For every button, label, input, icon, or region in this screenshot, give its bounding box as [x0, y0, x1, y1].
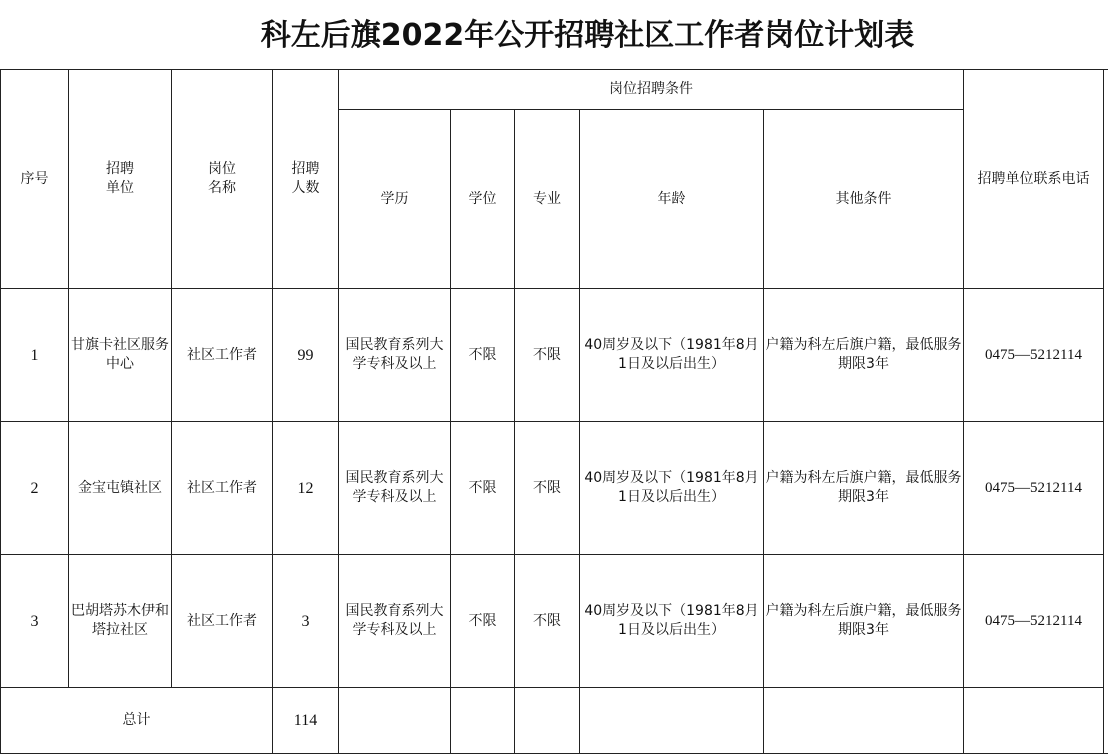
row-seq: 2 — [1, 422, 69, 555]
row-other: 户籍为科左后旗户籍，最低服务期限3年 — [764, 422, 964, 555]
header-count — [273, 70, 339, 289]
row-seq: 3 — [1, 555, 69, 688]
row-count: 99 — [273, 289, 339, 422]
row-post: 社区工作者 — [172, 422, 273, 555]
row-count: 12 — [273, 422, 339, 555]
row-education: 国民教育系列大学专科及以上 — [339, 422, 451, 555]
header-conditions: 岗位招聘条件 — [339, 70, 964, 110]
row-degree: 不限 — [451, 555, 515, 688]
row-unit: 甘旗卡社区服务中心 — [69, 289, 172, 422]
header-education: 学历 — [339, 110, 451, 289]
header-post-text: 岗位 名称 — [208, 161, 236, 196]
header-major: 专业 — [515, 110, 580, 289]
row-seq: 1 — [1, 289, 69, 422]
header-seq: 序号 — [1, 70, 69, 289]
total-empty-cell — [515, 688, 580, 754]
header-other: 其他条件 — [764, 110, 964, 289]
total-label: 总计 — [1, 688, 273, 754]
header-phone: 招聘单位联系电话 — [964, 70, 1104, 289]
table-row — [1, 422, 1108, 555]
row-age: 40周岁及以下（1981年8月1日及以后出生） — [580, 289, 764, 422]
header-unit — [69, 70, 172, 289]
recruitment-plan-table — [0, 69, 1108, 754]
header-age: 年龄 — [580, 110, 764, 289]
row-major: 不限 — [515, 422, 580, 555]
total-row — [1, 688, 1108, 754]
row-degree: 不限 — [451, 422, 515, 555]
row-age: 40周岁及以下（1981年8月1日及以后出生） — [580, 555, 764, 688]
row-major: 不限 — [515, 555, 580, 688]
total-empty-cell — [339, 688, 451, 754]
row-post: 社区工作者 — [172, 555, 273, 688]
row-post: 社区工作者 — [172, 289, 273, 422]
header-count-text: 招聘 人数 — [291, 161, 320, 196]
right-edge-cell — [1104, 70, 1108, 754]
total-count: 114 — [273, 688, 339, 754]
header-degree: 学位 — [451, 110, 515, 289]
row-major: 不限 — [515, 289, 580, 422]
page-title: 科左后旗2022年公开招聘社区工作者岗位计划表 — [260, 18, 915, 53]
table-row — [1, 555, 1108, 688]
total-empty-cell — [764, 688, 964, 754]
row-education: 国民教育系列大学专科及以上 — [339, 289, 451, 422]
row-count: 3 — [273, 555, 339, 688]
row-age: 40周岁及以下（1981年8月1日及以后出生） — [580, 422, 764, 555]
row-unit: 巴胡塔苏木伊和塔拉社区 — [69, 555, 172, 688]
row-education: 国民教育系列大学专科及以上 — [339, 555, 451, 688]
row-phone: 0475—5212114 — [964, 422, 1104, 555]
row-phone: 0475—5212114 — [964, 289, 1104, 422]
row-unit: 金宝屯镇社区 — [69, 422, 172, 555]
header-post — [172, 70, 273, 289]
row-degree: 不限 — [451, 289, 515, 422]
row-phone: 0475—5212114 — [964, 555, 1104, 688]
row-other: 户籍为科左后旗户籍，最低服务期限3年 — [764, 289, 964, 422]
table-row — [1, 289, 1108, 422]
total-empty-cell — [451, 688, 515, 754]
total-empty-cell — [580, 688, 764, 754]
row-other: 户籍为科左后旗户籍，最低服务期限3年 — [764, 555, 964, 688]
total-empty-cell — [964, 688, 1104, 754]
header-unit-text: 招聘 单位 — [106, 161, 134, 196]
